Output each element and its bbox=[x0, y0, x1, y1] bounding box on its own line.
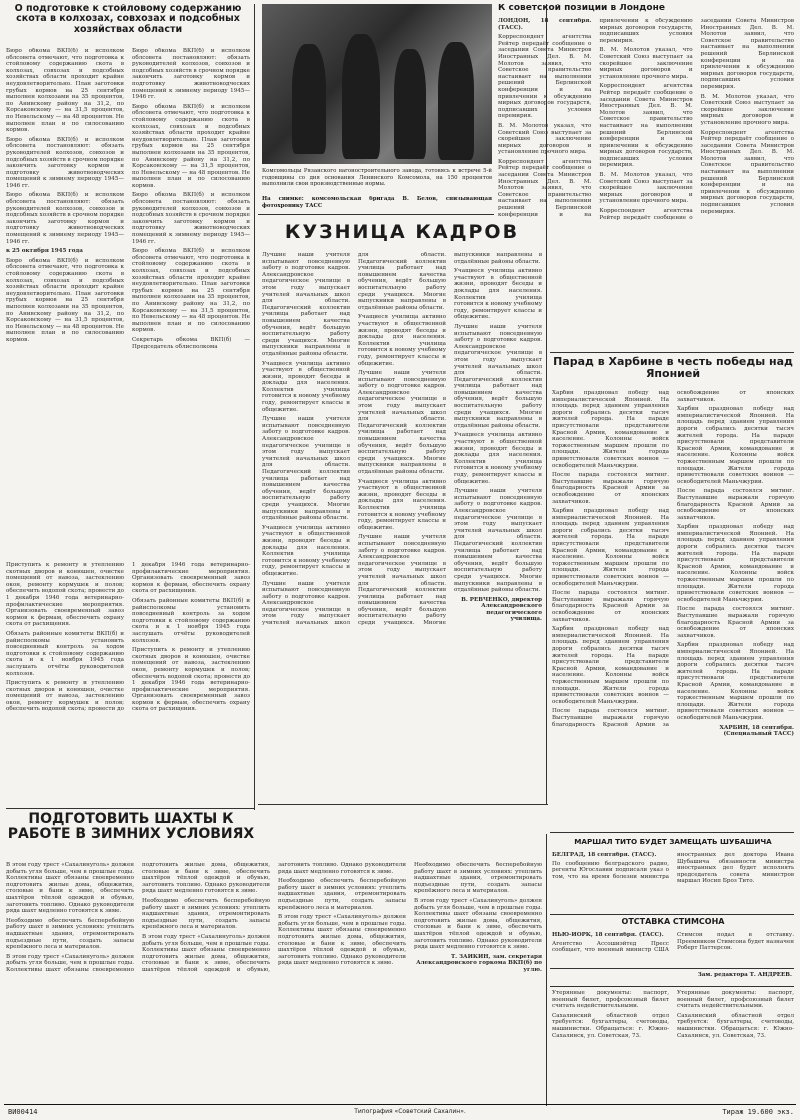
london-para-r1: Корреспондент агентства Рейтер передаёт сообщение о заседании Совета Министров Иностранных Дел. В. М. Молотов заявил, что Советское правительство настаивает на выполнении решений Берлинской конференции и на привлечении к обсуждению мирных договоров государств, подписавших условия перемирия. bbox=[498, 18, 693, 218]
livestock-para2-repeat-c: Бюро обкома ВКП(б) и исполком облсовета постановляют: обязать руководителей колхозов, совхозов и подсобных хозяйств в срочном порядке закончить заготовку кормов и подготовку животноводческих помещений к зимнему периоду 1945—1946 гг. bbox=[132, 192, 250, 245]
ads-block bbox=[552, 990, 794, 1100]
mines-para-r4: В этом году трест «Сахалинуголь» должен добыть угля больше, чем в прошлые годы. Коллективы шахт обязаны своевременно подготовить жилые дома, общежития, столовые и бани к зиме, обеспечить шахтёров тёплой одеждой и обувью, заготовить топливо. Однако руководители ряда шахт медленно готовятся к зиме. bbox=[414, 897, 542, 951]
parade-para2: После парада состоялся митинг. Выступавшие выражали горячую благодарность Красной Армии за освобождение от японских захватчиков. bbox=[552, 472, 669, 505]
mines-para-r1: В этом году трест «Сахалинуголь» должен добыть угля больше, чем в прошлые годы. Коллективы шахт обязаны своевременно подготовить жилые дома, общежития, столовые и бани к зиме, обеспечить шахтёров тёплой одеждой и обувью, заготовить топливо. Однако руководители ряда шахт медленно готовятся к зиме. bbox=[6, 862, 270, 973]
shubashich-body bbox=[552, 852, 794, 910]
mines-para2-r2: Необходимо обеспечить бесперебойную работу шахт в зимних условиях: утеплить надшахтные здания, отремонтировать подъездные пути, создать запасы крепёжного леса и материалов. bbox=[278, 878, 406, 911]
mines-para2: Необходимо обеспечить бесперебойную работу шахт в зимних условиях: утеплить надшахтные здания, отремонтировать подъездные пути, создать запасы крепёжного леса и материалов. bbox=[6, 917, 134, 951]
livestock-para2-repeat: Бюро обкома ВКП(б) и исполком облсовета постановляют: обязать руководителей колхозов, совхозов и подсобных хозяйств в срочном порядке закончить заготовку кормов и подготовку животноводческих помещений к зимнему периоду 1945—1946 гг. bbox=[6, 192, 124, 245]
stimson-para: Агентство Ассошиэйтед Пресс сообщает, что военный министр США Стимсон подал в отставку. Преемником Стимсона будет назначен Роберт Паттерсон. bbox=[552, 932, 794, 954]
london-para2: В. М. Молотов указал, что Советский Союз выступает за скорейшее заключение мирных договоров и установление прочного мира. bbox=[498, 122, 592, 156]
livestock-lead-repeat: Бюро обкома ВКП(б) и исполком облсовета отмечают, что подготовка к стойловому содержанию скота в колхозах, совхозах и подсобных хозяйствах области проходит крайне неудовлетворительно. План заготовки грубых кормов на 25 сентября выполнен колхозами на 35 процентов, по Анивскому району на 31,2, по Корсаковскому — на 31,5 процентов, по Невельскому — на 48 процентов. Не выполнен план и по силосованию кормов. bbox=[6, 257, 124, 343]
teachers-para-r4: Лучшие наши учителя испытывают повседневную заботу о подготовке кадров. Александровское педагогическое училище в этом году выпускает учителей начальных школ для области. Педагогический коллектив училища работает над повышением качества обучения, ведёт большую воспитательную работу среди учащихся. Многие выпускники направлены в отдалённые районы области. bbox=[358, 252, 542, 627]
teachers-para-r2: Лучшие наши учителя испытывают повседневную заботу о подготовке кадров. Александровское педагогическое училище в этом году выпускает учителей начальных школ для области. Педагогический коллектив училища работает над повышением качества обучения, ведёт большую воспитательную работу среди учащихся. Многие выпускники направлены в отдалённые районы области. bbox=[262, 252, 446, 627]
parade-signature: ХАРБИН, 18 сентября. (Специальный ТАСС) bbox=[719, 724, 794, 738]
parade-para-r2: Харбин праздновал победу над империалистической Японией. На площадь перед зданием управления дороги собрались десятки тысяч жителей города. На параде присутствовали представители Красной Армии, командование и население. Колонны войск торжественным маршем прошли по площади. Жители города приветствовали советских воинов — освободителей Маньчжурии. bbox=[552, 626, 669, 705]
teachers-para-r6: Лучшие наши учителя испытывают повседневную заботу о подготовке кадров. Александровское педагогическое училище в этом году выпускает учителей начальных школ для области. Педагогический коллектив училища работает над повышением качества обучения, ведёт большую воспитательную работу среди учащихся. Многие выпускники направлены в отдалённые районы области. bbox=[454, 488, 542, 594]
middle-para-repeat: Приступить к ремонту и утеплению скотных дворов и конюшен, очистке помещений от навоза, застеклению окон, ремонту кормушек и полов; обеспечить водопой скота; провести до 1 декабря 1946 года ветеринарно-профилактические мероприятия. Организовать своевременный завоз кормов к фермам, обеспечить охрану скота от расхищения. bbox=[6, 562, 250, 713]
london-para2-r3: В. М. Молотов указал, что Советский Союз выступает за скорейшее заключение мирных договоров и установление прочного мира. bbox=[700, 93, 794, 126]
london-para: Корреспондент агентства Рейтер передаёт сообщение о заседании Совета Министров Иностранных Дел. В. М. Молотов заявил, что Советское правительство настаивает на выполнении решений Берлинской конференции и на привлечении к обсуждению мирных договоров государств, подписавших условия перемирия. bbox=[498, 34, 592, 120]
mines-para2-r3: Необходимо обеспечить бесперебойную работу шахт в зимних условиях: утеплить надшахтные здания, отремонтировать подъездные пути, создать запасы крепёжного леса и материалов. bbox=[414, 862, 542, 895]
parade-para-r4: Харбин праздновал победу над империалистической Японией. На площадь перед зданием управления дороги собрались десятки тысяч жителей города. На параде присутствовали представители Красной Армии, командование и население. Колонны войск торжественным маршем прошли по площади. Жители города приветствовали советских воинов — освободителей Маньчжурии. bbox=[677, 524, 794, 603]
parade-headline: Парад в Харбине в честь победы над Японией bbox=[553, 356, 793, 381]
lost-docs-r1: Утерянные документы: паспорт, военный билет, профсоюзный билет считать недействительными. bbox=[677, 990, 794, 1010]
parade-para-r1: Харбин праздновал победу над империалистической Японией. На площадь перед зданием управления дороги собрались десятки тысяч жителей города. На параде присутствовали представители Красной Армии, командование и население. Колонны войск торжественным маршем прошли по площади. Жители города приветствовали советских воинов — освободителей Маньчжурии. bbox=[552, 508, 669, 587]
london-para2-r1: В. М. Молотов указал, что Советский Союз выступает за скорейшее заключение мирных договоров и установление прочного мира. bbox=[599, 47, 693, 80]
stimson-headline: ОТСТАВКА СТИМСОНА bbox=[621, 918, 725, 926]
ads-text-r1: Сахалинский областной отдел требуется: бухгалтеры, счетоводы, машинистки. Обращаться: г. Южно-Сахалинск, ул. Советская, 73. bbox=[677, 1012, 794, 1039]
london-dateline: ЛОНДОН, 18 сентября. (ТАСС). bbox=[498, 18, 592, 31]
teachers-para: Лучшие наши учителя испытывают повседневную заботу о подготовке кадров. Александровское педагогическое училище в этом году выпускает учителей начальных школ для области. Педагогический коллектив училища работает над повышением качества обучения, ведёт большую воспитательную работу среди учащихся. Многие выпускники направлены в отдалённые районы области. bbox=[262, 252, 350, 357]
livestock-headline: О подготовке к стойловому содержанию скота в колхозах, совхозах и подсобных хозяйствах области bbox=[14, 4, 242, 35]
shubashich-headline: МАРШАЛ ТИТО БУДЕТ ЗАМЕЩАТЬ ШУБАШИЧА bbox=[574, 838, 772, 846]
editor-signature: Зам. редактора Т. АНДРЕЕВ. bbox=[697, 972, 792, 978]
parade-para2-r1: После парада состоялся митинг. Выступавшие выражали горячую благодарность Красной Армии за освобождение от японских захватчиков. bbox=[552, 590, 669, 623]
london-para-r2: Корреспондент агентства Рейтер передаёт сообщение о заседании Совета Министров Иностранных Дел. В. М. Молотов заявил, что Советское правительство настаивает на выполнении решений Берлинской конференции и на привлечении к обсуждению мирных договоров государств, подписавших условия перемирия. bbox=[599, 83, 693, 169]
teachers-para2-r1: Учащиеся училища активно участвуют в общественной жизни, проводят беседы и доклады для населения. Коллектив училища готовится к новому учебному году, ремонтирует классы и общежитие. bbox=[262, 524, 350, 577]
london-para-r3: Корреспондент агентства Рейтер передаёт сообщение о заседании Совета Министров Иностранных Дел. В. М. Молотов заявил, что Советское правительство настаивает на выполнении решений Берлинской конференции и на привлечении к обсуждению мирных договоров государств, подписавших условия перемирия. bbox=[599, 18, 794, 221]
mines-para: В этом году трест «Сахалинуголь» должен добыть угля больше, чем в прошлые годы. Коллективы шахт обязаны своевременно подготовить жилые дома, общежития, столовые и бани к зиме, обеспечить шахтёров тёплой одеждой и обувью, заготовить топливо. Однако руководители ряда шахт медленно готовятся к зиме. bbox=[6, 862, 134, 915]
parade-para-r5: Харбин праздновал победу над империалистической Японией. На площадь перед зданием управления дороги собрались десятки тысяч жителей города. На параде присутствовали представители Красной Армии, командование и население. Колонны войск торжественным маршем прошли по площади. Жители города приветствовали советских воинов — освободителей Маньчжурии. bbox=[677, 642, 794, 721]
stimson-body bbox=[552, 932, 794, 966]
komsomol-photo bbox=[262, 4, 492, 164]
issue-code: ВИ00414 bbox=[8, 1108, 38, 1116]
parade-para2-r2: После парада состоялся митинг. Выступавшие выражали горячую благодарность Красной Армии за освобождение от японских захватчиков. bbox=[552, 390, 794, 728]
mines-headline: ПОДГОТОВИТЬ ШАХТЫ К РАБОТЕ В ЗИМНИХ УСЛОВИЯХ bbox=[7, 812, 255, 843]
livestock-continuation bbox=[6, 562, 250, 802]
teachers-signature: В. РЕВЧЕНКО, директор Александровского педагогического училища. bbox=[461, 596, 542, 623]
livestock-body bbox=[6, 48, 250, 560]
lost-docs: Утерянные документы: паспорт, военный билет, профсоюзный билет считать недействительными. bbox=[552, 990, 669, 1010]
teachers-para2-r3: Учащиеся училища активно участвуют в общественной жизни, проводят беседы и доклады для населения. Коллектив училища готовится к новому учебному году, ремонтирует классы и общежитие. bbox=[358, 478, 446, 531]
teachers-para-r1: Лучшие наши учителя испытывают повседневную заботу о подготовке кадров. Александровское педагогическое училище в этом году выпускает учителей начальных школ для области. Педагогический коллектив училища работает над повышением качества обучения, ведёт большую воспитательную работу среди учащихся. Многие выпускники направлены в отдалённые районы области. bbox=[262, 416, 350, 522]
mines-para-r3: В этом году трест «Сахалинуголь» должен добыть угля больше, чем в прошлые годы. Коллективы шахт обязаны своевременно подготовить жилые дома, общежития, столовые и бани к зиме, обеспечить шахтёров тёплой одеждой и обувью, заготовить топливо. Однако руководители ряда шахт медленно готовятся к зиме. bbox=[278, 914, 406, 967]
livestock-para2: Бюро обкома ВКП(б) и исполком облсовета постановляют: обязать руководителей колхозов, совхозов и подсобных хозяйств в срочном порядке закончить заготовку кормов и подготовку животноводческих помещений к зимнему периоду 1945—1946 гг. bbox=[6, 136, 124, 189]
mines-para2-r1: Необходимо обеспечить бесперебойную работу шахт в зимних условиях: утеплить надшахтные здания, отремонтировать подъездные пути, создать запасы крепёжного леса и материалов. bbox=[142, 897, 270, 931]
mines-para-r2: В этом году трест «Сахалинуголь» должен добыть угля больше, чем в прошлые годы. Коллективы шахт обязаны своевременно подготовить жилые дома, общежития, столовые и бани к зиме, обеспечить шахтёров тёплой одеждой и обувью, заготовить топливо. Однако руководители ряда шахт медленно готовятся к зиме. bbox=[142, 862, 406, 973]
photo-caption: Комсомольцы Рязанского вагоностроительного завода, готовясь к встрече 5-й годовщины со дня основания Ленинского Комсомола, на 150 процентов выполнили свои производственные нормы. bbox=[262, 168, 492, 188]
parade-para-r3: Харбин праздновал победу над империалистической Японией. На площадь перед зданием управления дороги собрались десятки тысяч жителей города. На параде присутствовали представители Красной Армии, командование и население. Колонны войск торжественным маршем прошли по площади. Жители города приветствовали советских воинов — освободителей Маньчжурии. bbox=[677, 406, 794, 485]
parade-para2-r4: После парада состоялся митинг. Выступавшие выражали горячую благодарность Красной Армии за освобождение от японских захватчиков. bbox=[677, 606, 794, 639]
london-para2-r2: В. М. Молотов указал, что Советский Союз выступает за скорейшее заключение мирных договоров и установление прочного мира. bbox=[599, 172, 693, 205]
teachers-para2-r4: Учащиеся училища активно участвуют в общественной жизни, проводят беседы и доклады для населения. Коллектив училища готовится к новому учебному году, ремонтирует классы и общежитие. bbox=[454, 268, 542, 321]
photo-credit: На снимке: комсомольская бригада В. Белов, снизывающая фотохронику ТАСС bbox=[262, 196, 492, 209]
teachers-para2-r5: Учащиеся училища активно участвуют в общественной жизни, проводят беседы и доклады для населения. Коллектив училища готовится к новому учебному году, ремонтирует классы и общежитие. bbox=[454, 432, 542, 485]
parade-para2-r3: После парада состоялся митинг. Выступавшие выражали горячую благодарность Красной Армии за освобождение от японских захватчиков. bbox=[677, 488, 794, 521]
middle-para-repeat-b: Приступить к ремонту и утеплению скотных дворов и конюшен, очистке помещений от навоза, застеклению окон, ремонту кормушек и полов; обеспечить водопой скота; провести до 1 декабря 1946 года ветеринарно-профилактические мероприятия. Организовать своевременный завоз кормов к фермам, обеспечить охрану скота от расхищения. bbox=[132, 647, 250, 713]
middle-para2: Обязать районные комитеты ВКП(б) и райисполкомы установить повседневный контроль за ходом подготовки к стойловому содержанию скота и к 1 ноября 1945 года заслушать отчёты руководителей колхозов. bbox=[6, 630, 124, 677]
livestock-lead-repeat-b: Бюро обкома ВКП(б) и исполком облсовета отмечают, что подготовка к стойловому содержанию скота в колхозах, совхозах и подсобных хозяйствах области проходит крайне неудовлетворительно. План заготовки грубых кормов на 25 сентября выполнен колхозами на 35 процентов, по Анивскому району на 31,2, по Корсаковскому — на 31,5 процентов, по Невельскому — на 48 процентов. Не выполнен план и по силосованию кормов. bbox=[132, 103, 250, 189]
ads-text: Сахалинский областной отдел требуется: бухгалтеры, счетоводы, машинистки. Обращаться: г. Южно-Сахалинск, ул. Советская, 73. bbox=[552, 1012, 669, 1039]
mines-body bbox=[6, 862, 542, 1100]
teachers-para2-r2: Учащиеся училища активно участвуют в общественной жизни, проводят беседы и доклады для населения. Коллектив училища готовится к новому учебному году, ремонтирует классы и общежитие. bbox=[358, 314, 446, 367]
stimson-dateline: НЬЮ-ЙОРК, 18 сентября. (ТАСС). bbox=[552, 932, 664, 938]
london-body bbox=[498, 18, 794, 348]
teachers-para-r5: Лучшие наши учителя испытывают повседневную заботу о подготовке кадров. Александровское педагогическое училище в этом году выпускает учителей начальных школ для области. Педагогический коллектив училища работает над повышением качества обучения, ведёт большую воспитательную работу среди учащихся. Многие выпускники направлены в отдалённые районы области. bbox=[454, 323, 542, 429]
shubashich-para: По сообщению белградского радио, регенты Югославии подписали указ о том, что на время болезни министра иностранных дел доктора Ивана Шубашича обязанности министра иностранных дел будет исполнять председатель совета министров маршал Иосип Броз Тито. bbox=[552, 852, 794, 885]
livestock-signed: Секретарь обкома ВКП(б) — Председатель облисполкома bbox=[132, 336, 250, 350]
parade-body bbox=[552, 390, 794, 830]
mines-signature: Т. ЗАИКИН, зам. секретаря Александровского горкома ВКП(б) по углю. bbox=[416, 953, 542, 973]
middle-para2-repeat: Обязать районные комитеты ВКП(б) и райисполкомы установить повседневный контроль за ходом подготовки к стойловому содержанию скота и к 1 ноября 1945 года заслушать отчёты руководителей колхозов. bbox=[132, 597, 250, 644]
teachers-headline: КУЗНИЦА КАДРОВ bbox=[284, 222, 520, 243]
tirage: Тираж 19.600 экз. bbox=[722, 1108, 794, 1116]
printer-name: Типография «Советский Сахалин». bbox=[354, 1108, 466, 1115]
livestock-lead: Бюро обкома ВКП(б) и исполком облсовета отмечают, что подготовка к стойловому содержанию скота в колхозах, совхозах и подсобных хозяйствах области проходит крайне неудовлетворительно. План заготовки грубых кормов на 25 сентября выполнен колхозами на 35 процентов, по Анивскому району на 31,2, по Корсаковскому — на 31,5 процентов, по Невельскому — на 48 процентов. Не выполнен план и по силосованию кормов. bbox=[6, 48, 124, 134]
livestock-dates: к 25 октября 1945 года bbox=[6, 248, 83, 255]
livestock-lead-repeat-c: Бюро обкома ВКП(б) и исполком облсовета отмечают, что подготовка к стойловому содержанию скота в колхозах, совхозах и подсобных хозяйствах области проходит крайне неудовлетворительно. План заготовки грубых кормов на 25 сентября выполнен колхозами на 35 процентов, по Анивскому району на 31,2, по Корсаковскому — на 31,5 процентов, по Невельскому — на 48 процентов. Не выполнен план и по силосованию кормов. bbox=[132, 248, 250, 334]
shubashich-dateline: БЕЛГРАД, 18 сентября. (ТАСС). bbox=[552, 852, 657, 858]
london-headline: К советской позиции в Лондоне bbox=[498, 4, 665, 13]
middle-para: Приступить к ремонту и утеплению скотных дворов и конюшен, очистке помещений от навоза, застеклению окон, ремонту кормушек и полов; обеспечить водопой скота; провести до 1 декабря 1946 года ветеринарно-профилактические мероприятия. Организовать своевременный завоз кормов к фермам, обеспечить охрану скота от расхищения. bbox=[6, 562, 124, 628]
teachers-para-r3: Лучшие наши учителя испытывают повседневную заботу о подготовке кадров. Александровское педагогическое училище в этом году выпускает учителей начальных школ для области. Педагогический коллектив училища работает над повышением качества обучения, ведёт большую воспитательную работу среди учащихся. Многие выпускники направлены в отдалённые районы области. bbox=[358, 370, 446, 475]
teachers-para2: Учащиеся училища активно участвуют в общественной жизни, проводят беседы и доклады для населения. Коллектив училища готовится к новому учебному году, ремонтирует классы и общежитие. bbox=[262, 360, 350, 413]
parade-para: Харбин праздновал победу над империалистической Японией. На площадь перед зданием управления дороги собрались десятки тысяч жителей города. На параде присутствовали представители Красной Армии, командование и население. Колонны войск торжественным маршем прошли по площади. Жители города приветствовали советских воинов — освободителей Маньчжурии. bbox=[552, 390, 669, 469]
livestock-para2-repeat-b: Бюро обкома ВКП(б) и исполком облсовета постановляют: обязать руководителей колхозов, совхозов и подсобных хозяйств в срочном порядке закончить заготовку кормов и подготовку животноводческих помещений к зимнему периоду 1945—1946 гг. bbox=[132, 48, 250, 101]
london-para-r4: Корреспондент агентства Рейтер передаёт сообщение о заседании Совета Министров Иностранных Дел. В. М. Молотов заявил, что Советское правительство настаивает на выполнении решений Берлинской конференции и на привлечении к обсуждению мирных договоров государств, подписавших условия перемирия. bbox=[700, 129, 794, 215]
